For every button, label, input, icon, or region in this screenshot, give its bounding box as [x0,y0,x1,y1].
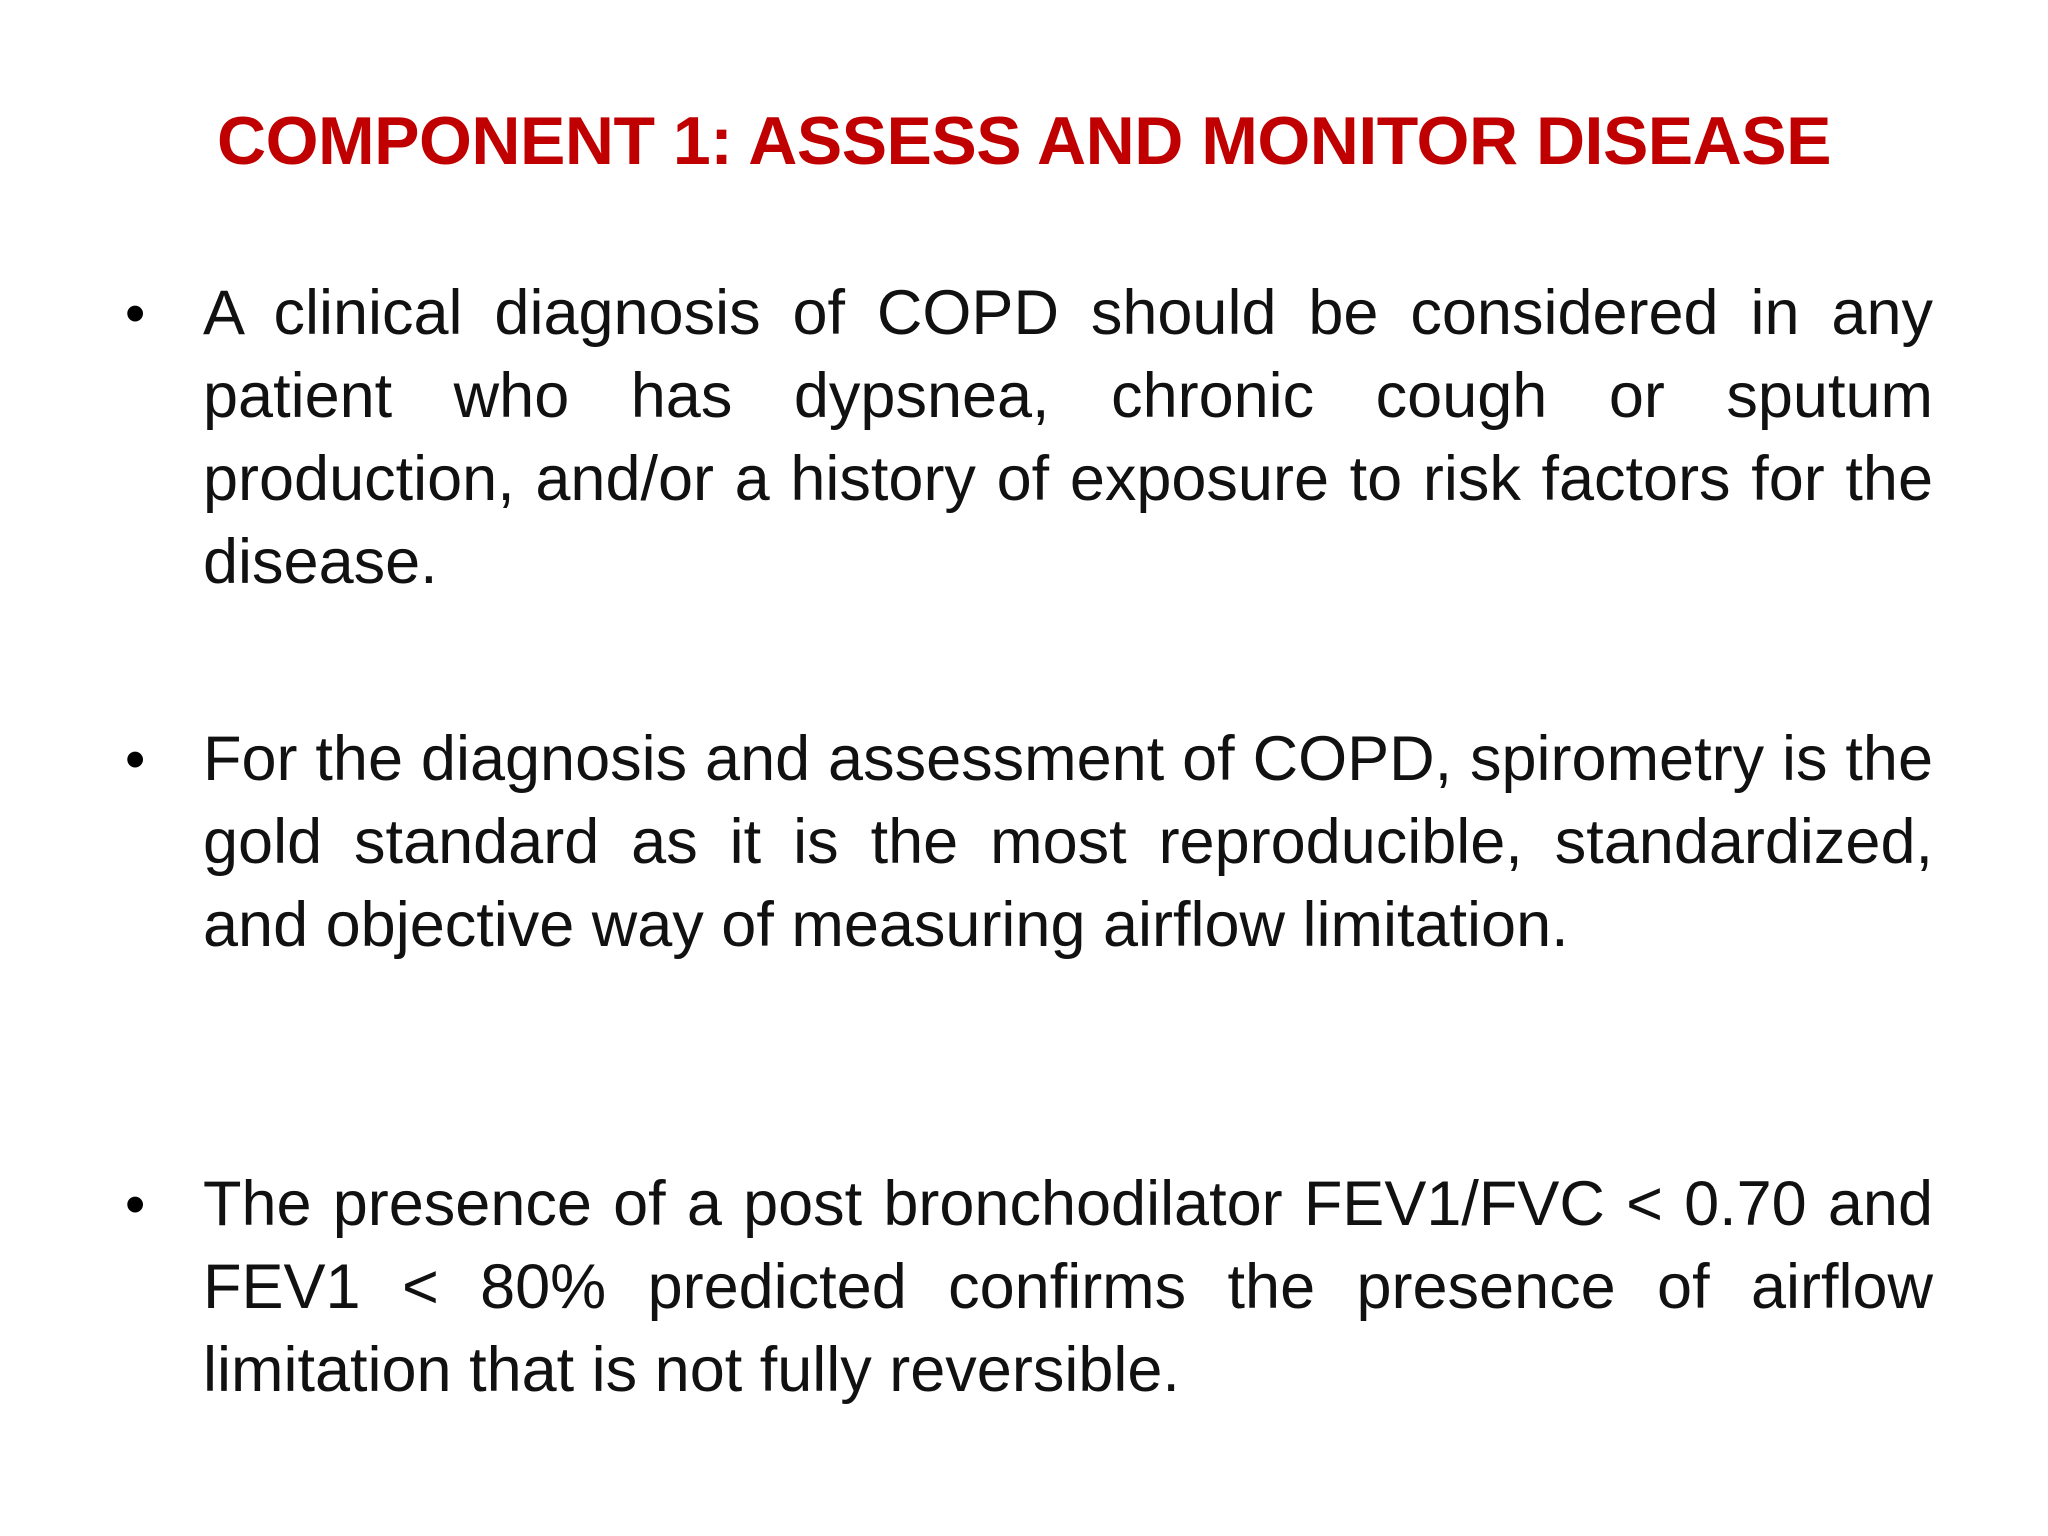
bullet-item [125,1163,1935,1412]
slide-title: COMPONENT 1: ASSESS AND MONITOR DISEASE [217,103,1831,179]
bullet-text: A clinical diagnosis of COPD should be considered in any patient who has dypsnea, chronic cough or sputum production, and/or a history of exposure to risk factors for the disease. [203,278,1933,597]
bullet-text: The presence of a post bronchodilator FEV1/FVC < 0.70 and FEV1 < 80% predicted confirms the presence of airflow limitation that is not fully reversible. [203,1169,1933,1405]
bullet-text: For the diagnosis and assessment of COPD, spirometry is the gold standard as it is the most reproducible, standardized, and objective way of measuring airflow limitation. [203,724,1933,960]
bullet-icon: • [125,1172,146,1237]
bullet-item [125,718,1935,967]
bullet-item [125,272,1935,604]
bullet-icon: • [125,727,146,792]
bullet-icon: • [125,281,146,346]
